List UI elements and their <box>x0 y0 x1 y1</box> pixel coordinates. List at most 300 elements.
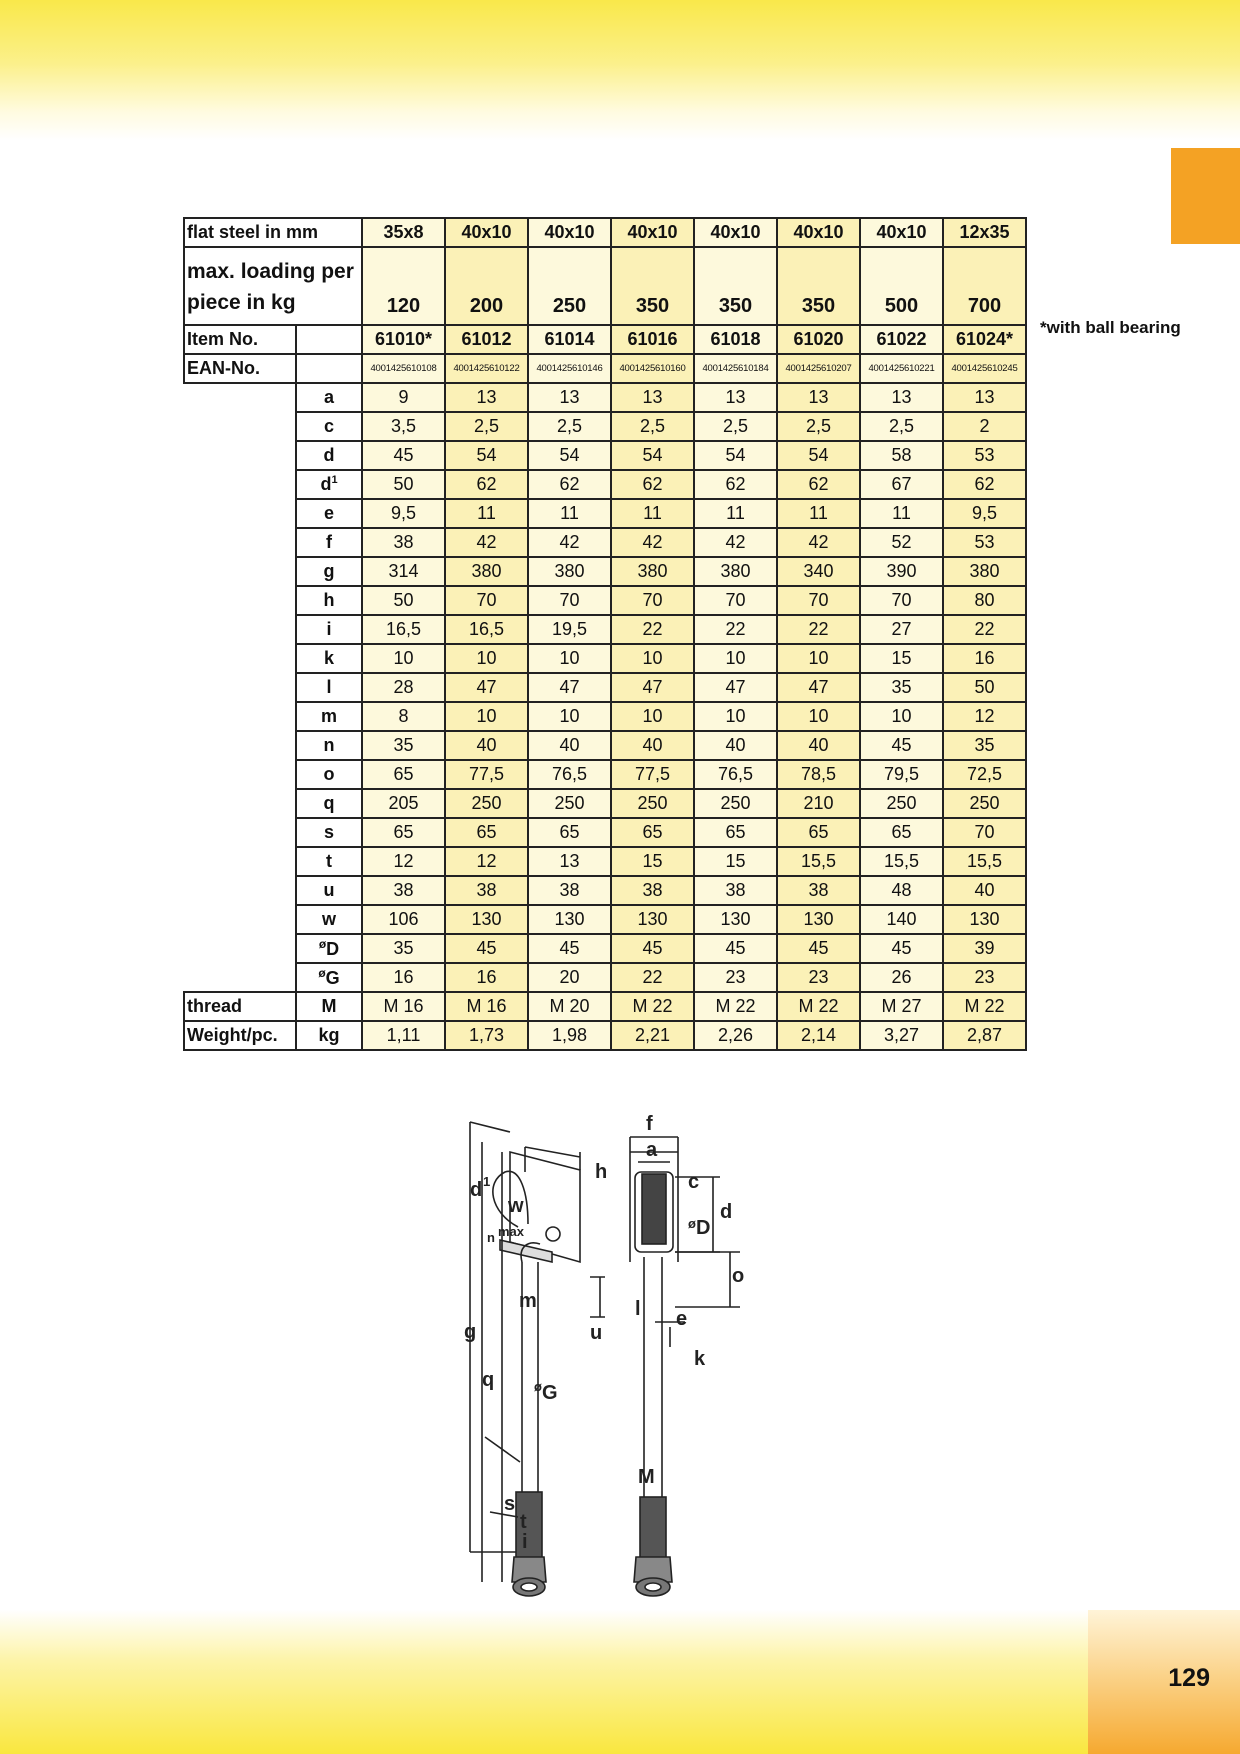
dim-value-cell: 70 <box>943 818 1026 847</box>
dim-value-cell: 23 <box>943 963 1026 992</box>
dim-value-cell: 35 <box>362 934 445 963</box>
row-label-blank <box>184 818 296 847</box>
ean-cell: 4001425610146 <box>528 354 611 383</box>
dim-symbol-text: D <box>326 939 340 959</box>
dim-value-cell: 16,5 <box>362 615 445 644</box>
row-symbol: kg <box>296 1021 362 1050</box>
loading-cell: 700 <box>943 247 1026 325</box>
dim-value-cell: 380 <box>943 557 1026 586</box>
dim-value-cell: 16 <box>445 963 528 992</box>
loading-cell: 350 <box>694 247 777 325</box>
dim-symbol <box>296 818 362 847</box>
dim-value-cell: 62 <box>694 470 777 499</box>
row-label-blank <box>184 586 296 615</box>
loading-cell: 200 <box>445 247 528 325</box>
dim-value-cell: 250 <box>445 789 528 818</box>
weight-cell: 2,87 <box>943 1021 1026 1050</box>
dim-value-cell: 35 <box>860 673 943 702</box>
weight-cell: 1,98 <box>528 1021 611 1050</box>
label-k: k <box>694 1348 706 1370</box>
row-weight <box>184 1021 1026 1050</box>
dim-value-cell: 10 <box>860 702 943 731</box>
dim-value-cell: 70 <box>694 586 777 615</box>
dim-symbol <box>296 615 362 644</box>
dim-value-cell: 62 <box>611 470 694 499</box>
dim-value-cell: 35 <box>943 731 1026 760</box>
dim-value-cell: 27 <box>860 615 943 644</box>
row-dim-o <box>184 760 1026 789</box>
dim-value-cell: 65 <box>362 818 445 847</box>
dim-value-cell: 130 <box>694 905 777 934</box>
thread-cell: M 22 <box>777 992 860 1021</box>
dim-value-cell: 2,5 <box>860 412 943 441</box>
dim-value-cell: 54 <box>694 441 777 470</box>
label-dia-G: ø <box>534 1379 542 1394</box>
dim-value-cell: 53 <box>943 528 1026 557</box>
ean-cell: 4001425610160 <box>611 354 694 383</box>
row-thread <box>184 992 1026 1021</box>
dim-value-cell: 9,5 <box>362 499 445 528</box>
dim-value-cell: 70 <box>777 586 860 615</box>
dim-symbol <box>296 731 362 760</box>
dim-symbol-text: f <box>326 532 332 552</box>
dim-value-cell: 28 <box>362 673 445 702</box>
dim-value-cell: 10 <box>445 644 528 673</box>
label-d1-sup: 1 <box>483 1174 491 1189</box>
dim-symbol <box>296 934 362 963</box>
dim-value-cell: 38 <box>528 876 611 905</box>
label-d1: d <box>470 1179 483 1201</box>
dim-value-cell: 2,5 <box>694 412 777 441</box>
orange-side-tab <box>1171 148 1240 244</box>
flat-steel-cell: 40x10 <box>694 218 777 247</box>
row-dim-a <box>184 383 1026 412</box>
dim-value-cell: 40 <box>777 731 860 760</box>
dim-value-cell: 130 <box>445 905 528 934</box>
dim-value-cell: 38 <box>445 876 528 905</box>
dim-value-cell: 2,5 <box>445 412 528 441</box>
dim-value-cell: 26 <box>860 963 943 992</box>
label-D: D <box>696 1217 711 1239</box>
dim-value-cell: 380 <box>528 557 611 586</box>
dim-value-cell: 45 <box>528 934 611 963</box>
dim-value-cell: 15,5 <box>777 847 860 876</box>
dim-value-cell: 15,5 <box>943 847 1026 876</box>
row-symbol <box>296 325 362 354</box>
dim-value-cell: 54 <box>528 441 611 470</box>
dim-value-cell: 45 <box>777 934 860 963</box>
dim-value-cell: 22 <box>611 615 694 644</box>
bottom-yellow-band <box>0 1610 1240 1754</box>
dim-value-cell: 8 <box>362 702 445 731</box>
dim-value-cell: 15 <box>611 847 694 876</box>
row-dim-t <box>184 847 1026 876</box>
dim-value-cell: 47 <box>777 673 860 702</box>
dim-symbol-text: s <box>323 822 334 842</box>
dim-value-cell: 390 <box>860 557 943 586</box>
dim-value-cell: 52 <box>860 528 943 557</box>
dim-value-cell: 9 <box>362 383 445 412</box>
label-q: q <box>482 1369 495 1391</box>
dim-value-cell: 9,5 <box>943 499 1026 528</box>
dim-value-cell: 40 <box>694 731 777 760</box>
dim-value-cell: 10 <box>694 702 777 731</box>
dim-value-cell: 38 <box>362 528 445 557</box>
weight-cell: 2,14 <box>777 1021 860 1050</box>
dim-symbol <box>296 470 362 499</box>
row-dim-i <box>184 615 1026 644</box>
thread-cell: M 20 <box>528 992 611 1021</box>
hinge-technical-drawing <box>430 1112 790 1607</box>
dim-value-cell: 58 <box>860 441 943 470</box>
dim-symbol-text: e <box>323 503 334 523</box>
dim-value-cell: 11 <box>860 499 943 528</box>
row-item-no <box>184 325 1026 354</box>
dim-value-cell: 140 <box>860 905 943 934</box>
dim-value-cell: 47 <box>445 673 528 702</box>
dim-value-cell: 210 <box>777 789 860 818</box>
dim-value-cell: 10 <box>694 644 777 673</box>
row-flat-steel <box>184 218 1026 247</box>
dim-symbol-text: w <box>321 909 336 929</box>
label-f: f <box>646 1113 653 1135</box>
dim-value-cell: 250 <box>528 789 611 818</box>
dim-value-cell: 2 <box>943 412 1026 441</box>
row-label-blank <box>184 847 296 876</box>
weight-cell: 2,21 <box>611 1021 694 1050</box>
row-dim-h <box>184 586 1026 615</box>
dim-value-cell: 380 <box>611 557 694 586</box>
dim-value-cell: 62 <box>777 470 860 499</box>
thread-cell: M 22 <box>694 992 777 1021</box>
row-dim-c <box>184 412 1026 441</box>
dim-value-cell: 42 <box>528 528 611 557</box>
dim-value-cell: 10 <box>362 644 445 673</box>
dim-value-cell: 11 <box>694 499 777 528</box>
row-symbol <box>296 354 362 383</box>
dim-symbol-text: a <box>323 387 334 407</box>
row-label-blank <box>184 528 296 557</box>
dim-symbol <box>296 586 362 615</box>
dim-value-cell: 47 <box>611 673 694 702</box>
diameter-sign: ø <box>318 966 326 980</box>
thread-cell: M 22 <box>943 992 1026 1021</box>
dim-value-cell: 70 <box>528 586 611 615</box>
dim-value-cell: 48 <box>860 876 943 905</box>
dim-value-cell: 76,5 <box>528 760 611 789</box>
dim-symbol-text: i <box>326 619 332 639</box>
dim-value-cell: 13 <box>860 383 943 412</box>
dim-symbol-text: m <box>320 706 337 726</box>
label-c: c <box>688 1171 700 1193</box>
row-dim-s <box>184 818 1026 847</box>
flat-steel-cell: 40x10 <box>611 218 694 247</box>
row-label-blank <box>184 731 296 760</box>
dim-value-cell: 130 <box>943 905 1026 934</box>
dim-value-cell: 15 <box>860 644 943 673</box>
dim-value-cell: 380 <box>694 557 777 586</box>
dim-value-cell: 65 <box>528 818 611 847</box>
dim-symbol <box>296 760 362 789</box>
dim-symbol <box>296 557 362 586</box>
dim-value-cell: 54 <box>611 441 694 470</box>
dim-value-cell: 11 <box>528 499 611 528</box>
dim-value-cell: 130 <box>528 905 611 934</box>
row-dim-l <box>184 673 1026 702</box>
dim-value-cell: 22 <box>943 615 1026 644</box>
dim-value-cell: 65 <box>860 818 943 847</box>
row-label: Item No. <box>184 325 296 354</box>
dim-value-cell: 16,5 <box>445 615 528 644</box>
thread-cell: M 16 <box>362 992 445 1021</box>
dim-value-cell: 130 <box>611 905 694 934</box>
ean-cell: 4001425610221 <box>860 354 943 383</box>
item-no-cell: 61018 <box>694 325 777 354</box>
dim-symbol <box>296 673 362 702</box>
dim-value-cell: 2,5 <box>611 412 694 441</box>
flat-steel-cell: 40x10 <box>528 218 611 247</box>
dim-value-cell: 38 <box>694 876 777 905</box>
dim-value-cell: 10 <box>611 702 694 731</box>
dim-value-cell: 16 <box>362 963 445 992</box>
row-label: max. loading per piece in kg <box>184 247 362 325</box>
item-no-cell: 61014 <box>528 325 611 354</box>
dim-value-cell: 10 <box>445 702 528 731</box>
dim-value-cell: 15 <box>694 847 777 876</box>
dim-value-cell: 10 <box>611 644 694 673</box>
row-symbol: M <box>296 992 362 1021</box>
loading-cell: 500 <box>860 247 943 325</box>
dim-symbol-text: c <box>323 416 334 436</box>
dim-value-cell: 50 <box>362 470 445 499</box>
row-dim-e <box>184 499 1026 528</box>
dim-value-cell: 78,5 <box>777 760 860 789</box>
item-no-cell: 61012 <box>445 325 528 354</box>
row-dim-d <box>184 441 1026 470</box>
row-label-blank <box>184 876 296 905</box>
ball-bearing-note: *with ball bearing <box>1040 318 1181 337</box>
dim-value-cell: 380 <box>445 557 528 586</box>
dim-value-cell: 250 <box>943 789 1026 818</box>
label-g: g <box>464 1321 477 1343</box>
row-dim-w <box>184 905 1026 934</box>
dim-symbol-text: g <box>323 561 335 581</box>
dim-value-cell: 77,5 <box>611 760 694 789</box>
item-no-cell: 61022 <box>860 325 943 354</box>
dim-value-cell: 45 <box>611 934 694 963</box>
dim-value-cell: 70 <box>860 586 943 615</box>
label-e: e <box>676 1308 688 1330</box>
dim-symbol <box>296 441 362 470</box>
dimension-table <box>183 217 1027 1051</box>
dim-value-cell: 47 <box>694 673 777 702</box>
row-dim-n <box>184 731 1026 760</box>
thread-cell: M 27 <box>860 992 943 1021</box>
thread-cell: M 16 <box>445 992 528 1021</box>
flat-steel-cell: 40x10 <box>860 218 943 247</box>
label-h: h <box>595 1161 608 1183</box>
dim-value-cell: 23 <box>694 963 777 992</box>
row-ean <box>184 354 1026 383</box>
row-label-blank <box>184 644 296 673</box>
loading-cell: 350 <box>611 247 694 325</box>
dim-value-cell: 10 <box>528 644 611 673</box>
dim-value-cell: 250 <box>611 789 694 818</box>
dim-value-cell: 10 <box>777 702 860 731</box>
row-label-blank <box>184 557 296 586</box>
dim-value-cell: 11 <box>777 499 860 528</box>
ean-cell: 4001425610122 <box>445 354 528 383</box>
row-label-blank <box>184 470 296 499</box>
dim-value-cell: 50 <box>943 673 1026 702</box>
dim-symbol <box>296 702 362 731</box>
dim-value-cell: 65 <box>694 818 777 847</box>
label-w: w <box>508 1195 524 1217</box>
dim-value-cell: 205 <box>362 789 445 818</box>
dim-value-cell: 13 <box>694 383 777 412</box>
row-label-blank <box>184 499 296 528</box>
ean-cell: 4001425610184 <box>694 354 777 383</box>
dim-symbol-text: t <box>326 851 332 871</box>
dim-value-cell: 250 <box>860 789 943 818</box>
dim-value-cell: 45 <box>860 934 943 963</box>
dim-value-cell: 106 <box>362 905 445 934</box>
row-dim-g <box>184 557 1026 586</box>
row-label-blank <box>184 441 296 470</box>
flat-steel-cell: 40x10 <box>445 218 528 247</box>
dim-value-cell: 72,5 <box>943 760 1026 789</box>
dim-value-cell: 12 <box>943 702 1026 731</box>
dim-symbol-text: q <box>323 793 335 813</box>
dim-symbol <box>296 528 362 557</box>
row-dim-k <box>184 644 1026 673</box>
dim-value-cell: 38 <box>362 876 445 905</box>
dim-value-cell: 2,5 <box>777 412 860 441</box>
row-label: flat steel in mm <box>184 218 362 247</box>
row-label-blank <box>184 412 296 441</box>
item-no-cell: 61024* <box>943 325 1026 354</box>
dim-value-cell: 13 <box>528 847 611 876</box>
item-no-cell: 61020 <box>777 325 860 354</box>
dim-value-cell: 70 <box>445 586 528 615</box>
row-label: thread <box>184 992 296 1021</box>
row-label-blank <box>184 673 296 702</box>
dim-value-cell: 13 <box>611 383 694 412</box>
dim-value-cell: 62 <box>943 470 1026 499</box>
label-G: G <box>542 1382 558 1404</box>
dim-value-cell: 79,5 <box>860 760 943 789</box>
page-number: 129 <box>1168 1664 1210 1692</box>
flat-steel-cell: 35x8 <box>362 218 445 247</box>
ean-cell: 4001425610207 <box>777 354 860 383</box>
row-label-blank <box>184 383 296 412</box>
label-m: m <box>519 1290 537 1312</box>
label-a: a <box>646 1139 658 1161</box>
row-dim-G <box>184 963 1026 992</box>
dim-value-cell: 42 <box>611 528 694 557</box>
dim-value-cell: 45 <box>362 441 445 470</box>
dim-symbol-text: G <box>325 968 340 988</box>
label-M: M <box>638 1466 655 1488</box>
dim-value-cell: 76,5 <box>694 760 777 789</box>
weight-cell: 1,11 <box>362 1021 445 1050</box>
row-label-blank <box>184 789 296 818</box>
weight-cell: 2,26 <box>694 1021 777 1050</box>
label-i: i <box>522 1531 528 1553</box>
label-t: t <box>520 1511 527 1533</box>
dim-value-cell: 13 <box>777 383 860 412</box>
dim-symbol <box>296 789 362 818</box>
dim-symbol-text: k <box>323 648 334 668</box>
dim-value-cell: 54 <box>445 441 528 470</box>
dim-symbol-text: h <box>323 590 335 610</box>
label-n: n <box>487 1230 495 1245</box>
dim-symbol-text: u <box>323 880 335 900</box>
dim-symbol <box>296 847 362 876</box>
label-max: max <box>498 1224 525 1239</box>
dim-symbol-text: d <box>320 474 332 494</box>
flat-steel-cell: 40x10 <box>777 218 860 247</box>
row-label-blank <box>184 934 296 963</box>
row-dim-m <box>184 702 1026 731</box>
weight-cell: 3,27 <box>860 1021 943 1050</box>
dim-symbol <box>296 412 362 441</box>
ean-cell: 4001425610245 <box>943 354 1026 383</box>
dim-symbol <box>296 905 362 934</box>
row-dim-d <box>184 470 1026 499</box>
row-label-blank <box>184 963 296 992</box>
dim-value-cell: 20 <box>528 963 611 992</box>
dim-value-cell: 39 <box>943 934 1026 963</box>
row-label-blank <box>184 615 296 644</box>
top-yellow-band <box>0 0 1240 140</box>
dim-value-cell: 70 <box>611 586 694 615</box>
dim-value-cell: 23 <box>777 963 860 992</box>
row-dim-D <box>184 934 1026 963</box>
dim-value-cell: 65 <box>362 760 445 789</box>
dim-value-cell: 65 <box>611 818 694 847</box>
dim-value-cell: 50 <box>362 586 445 615</box>
label-dia-D: ø <box>688 1216 696 1231</box>
dim-value-cell: 47 <box>528 673 611 702</box>
dim-value-cell: 62 <box>528 470 611 499</box>
dim-value-cell: 250 <box>694 789 777 818</box>
dim-value-cell: 15,5 <box>860 847 943 876</box>
dim-value-cell: 12 <box>445 847 528 876</box>
dim-value-cell: 42 <box>694 528 777 557</box>
dim-value-cell: 54 <box>777 441 860 470</box>
dim-value-cell: 314 <box>362 557 445 586</box>
dim-value-cell: 45 <box>860 731 943 760</box>
dim-value-cell: 11 <box>611 499 694 528</box>
dim-value-cell: 13 <box>943 383 1026 412</box>
thread-cell: M 22 <box>611 992 694 1021</box>
dim-value-cell: 19,5 <box>528 615 611 644</box>
dim-value-cell: 130 <box>777 905 860 934</box>
dim-value-cell: 40 <box>611 731 694 760</box>
dim-value-cell: 12 <box>362 847 445 876</box>
loading-cell: 250 <box>528 247 611 325</box>
dim-value-cell: 65 <box>777 818 860 847</box>
dim-value-cell: 65 <box>445 818 528 847</box>
row-label: Weight/pc. <box>184 1021 296 1050</box>
row-label-blank <box>184 905 296 934</box>
weight-cell: 1,73 <box>445 1021 528 1050</box>
dim-symbol <box>296 963 362 992</box>
dim-value-cell: 42 <box>445 528 528 557</box>
label-d: d <box>720 1201 733 1223</box>
label-u: u <box>590 1322 603 1344</box>
